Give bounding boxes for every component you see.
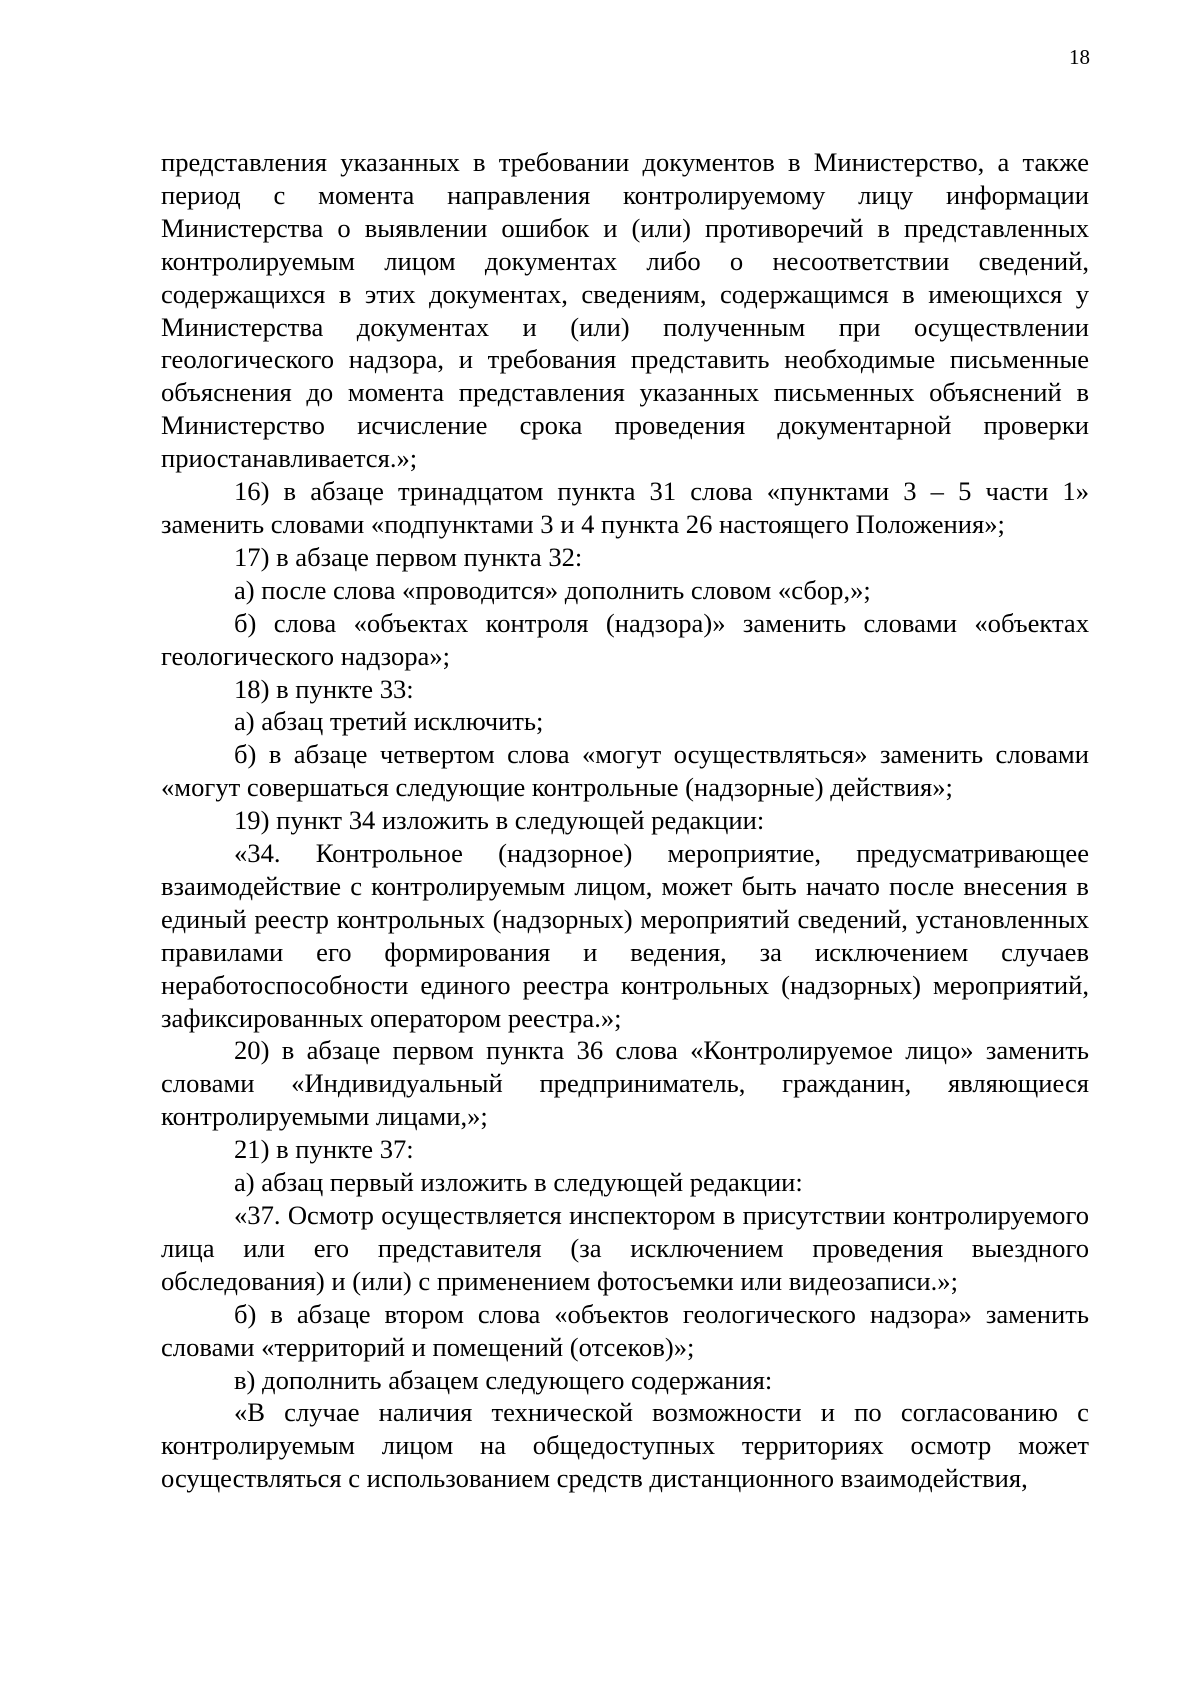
paragraph: в) дополнить абзацем следующего содержания: [234,1364,773,1395]
paragraph: 16) в абзаце тринадцатом пункта 31 слова «пунктами 3 – 5 части 1» заменить словами «подпунктами 3 и 4 пункта 26 настоящего Положения»; [161,476,1089,539]
paragraph: 20) в абзаце первом пункта 36 слова «Контролируемое лицо» заменить словами «Индивидуальный предприниматель, гражданин, являющиеся контролируемыми лицами,»; [161,1035,1089,1132]
paragraph: «37. Осмотр осуществляется инспектором в присутствии контролируемого лица или его представителя (за исключением проведения выездного обследования) и (или) с применением фотосъемки или видеозаписи.»; [161,1200,1089,1296]
paragraph: «34. Контрольное (надзорное) мероприятие, предусматривающее взаимодействие с контролируемым лицом, может быть начато после внесения в единый реестр контрольных (надзорных) мероприятий сведений, установленных правилами его формирования и ведения, за исключением случаев неработоспособности единого реестра контрольных (надзорных) мероприятий, зафиксированных оператором реестра.»; [161,838,1089,1033]
paragraph: «В случае наличия технической возможности и по согласованию с контролируемым лицом на общедоступных территориях осмотр может осуществляться с использованием средств дистанционного взаимодействия, [161,1397,1089,1494]
paragraph: 18) в пункте 33: [234,673,414,704]
paragraph: представления указанных в требовании документов в Министерство, а также период с момента направления контролируемому лицу информации Министерства о выявлении ошибок и (или) противоречий в представленных контролируемым лицом документах либо о несоответствии сведений, содержащихся в этих документах, сведениям, содержащимся в имеющихся у Министерства документах и (или) полученным при осуществлении геологического надзора, и требования представить необходимые письменные объяснения до момента представления указанных письменных объяснений в Министерство исчисление срока проведения документарной проверки приостанавливается.»; [161,147,1089,474]
paragraph: 19) пункт 34 изложить в следующей редакции: [234,805,765,836]
paragraph: а) абзац первый изложить в следующей редакции: [234,1167,803,1198]
paragraph: б) в абзаце втором слова «объектов геологического надзора» заменить словами «территорий и помещений (отсеков)»; [161,1298,1089,1362]
paragraph: б) в абзаце четвертом слова «могут осуществляться» заменить словами «могут совершаться следующие контрольные (надзорные) действия»; [161,739,1089,803]
paragraph: б) слова «объектах контроля (надзора)» заменить словами «объектах геологического надзора»; [161,607,1089,671]
paragraph: 17) в абзаце первом пункта 32: [234,541,583,572]
document-body [161,146,1089,1495]
paragraph: а) после слова «проводится» дополнить словом «сбор,»; [234,574,871,605]
paragraph: 21) в пункте 37: [234,1134,414,1165]
paragraph: а) абзац третий исключить; [234,706,544,737]
page-number: 18 [1069,45,1090,69]
